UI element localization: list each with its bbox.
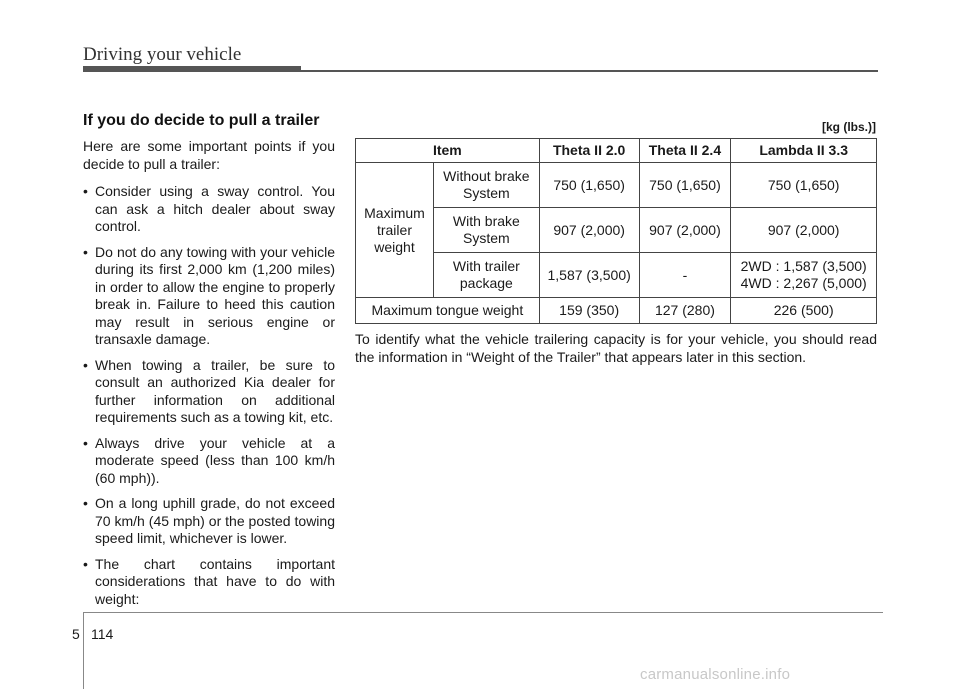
trailer-weight-table [355, 138, 877, 324]
group-label-cell: Maximum trailer weight [356, 163, 434, 298]
bullet-item: • Always drive your vehicle at a moderate speed (less than 100 km/h (60 mph)). [83, 435, 335, 488]
left-column [83, 138, 335, 616]
value-4wd: 4WD : 2,267 (5,000) [740, 275, 867, 291]
bullet-item: • Do not do any towing with your vehicle during its first 2,000 km (1,200 miles) in order to allow the engine to properly break in. Failure to heed this caution may result in serious engine or transaxle damage. [83, 244, 335, 349]
footer-rule-horizontal [83, 612, 883, 613]
value-cell: 907 (2,000) [539, 208, 639, 253]
table-header-row [356, 139, 877, 163]
header-rule-thin [301, 70, 878, 72]
value-cell: 159 (350) [539, 298, 639, 324]
value-cell: 127 (280) [639, 298, 731, 324]
header-rule-thick [83, 66, 301, 72]
value-2wd: 2WD : 1,587 (3,500) [740, 258, 867, 274]
section-heading: If you do decide to pull a trailer [83, 112, 320, 129]
header-cell-item: Item [356, 139, 540, 163]
tongue-label-cell: Maximum tongue weight [356, 298, 540, 324]
bullet-item: • Consider using a sway control. You can ask a hitch dealer about sway control. [83, 183, 335, 236]
value-cell: 750 (1,650) [539, 163, 639, 208]
table-row [356, 163, 877, 208]
chapter-number: 5 [72, 626, 80, 642]
table-row [356, 253, 877, 298]
page-number: 114 [91, 626, 114, 642]
row-label-cell: Without brake System [433, 163, 539, 208]
value-cell: 907 (2,000) [639, 208, 731, 253]
value-cell: 907 (2,000) [731, 208, 877, 253]
bullet-item: • The chart contains important considerations that have to do with weight: [83, 556, 335, 609]
table-row [356, 298, 877, 324]
note-paragraph: To identify what the vehicle trailering capacity is for your vehicle, you should read the information in “Weight of the Trailer” that appears later in this section. [355, 331, 877, 365]
footer-rule-vertical [83, 612, 84, 689]
value-cell: - [639, 253, 731, 298]
bullet-item: • On a long uphill grade, do not exceed 70 km/h (45 mph) or the posted towing speed limit, whichever is lower. [83, 495, 335, 548]
header-cell-theta-24: Theta II 2.4 [639, 139, 731, 163]
unit-note: [kg (lbs.)] [822, 120, 876, 134]
value-cell-lambda-package [731, 253, 877, 298]
page-header-title: Driving your vehicle [83, 44, 242, 65]
header-cell-theta-20: Theta II 2.0 [539, 139, 639, 163]
value-cell: 750 (1,650) [731, 163, 877, 208]
bullet-item: • When towing a trailer, be sure to consult an authorized Kia dealer for further information on additional requirements such as a towing kit, etc. [83, 357, 335, 427]
row-label-cell: With trailer package [433, 253, 539, 298]
row-label-cell: With brake System [433, 208, 539, 253]
intro-paragraph: Here are some important points if you decide to pull a trailer: [83, 138, 335, 172]
header-cell-lambda-33: Lambda II 3.3 [731, 139, 877, 163]
value-cell: 226 (500) [731, 298, 877, 324]
table-row [356, 208, 877, 253]
value-cell: 750 (1,650) [639, 163, 731, 208]
bullet-list [83, 183, 335, 608]
value-cell: 1,587 (3,500) [539, 253, 639, 298]
watermark: carmanualsonline.info [640, 666, 791, 683]
